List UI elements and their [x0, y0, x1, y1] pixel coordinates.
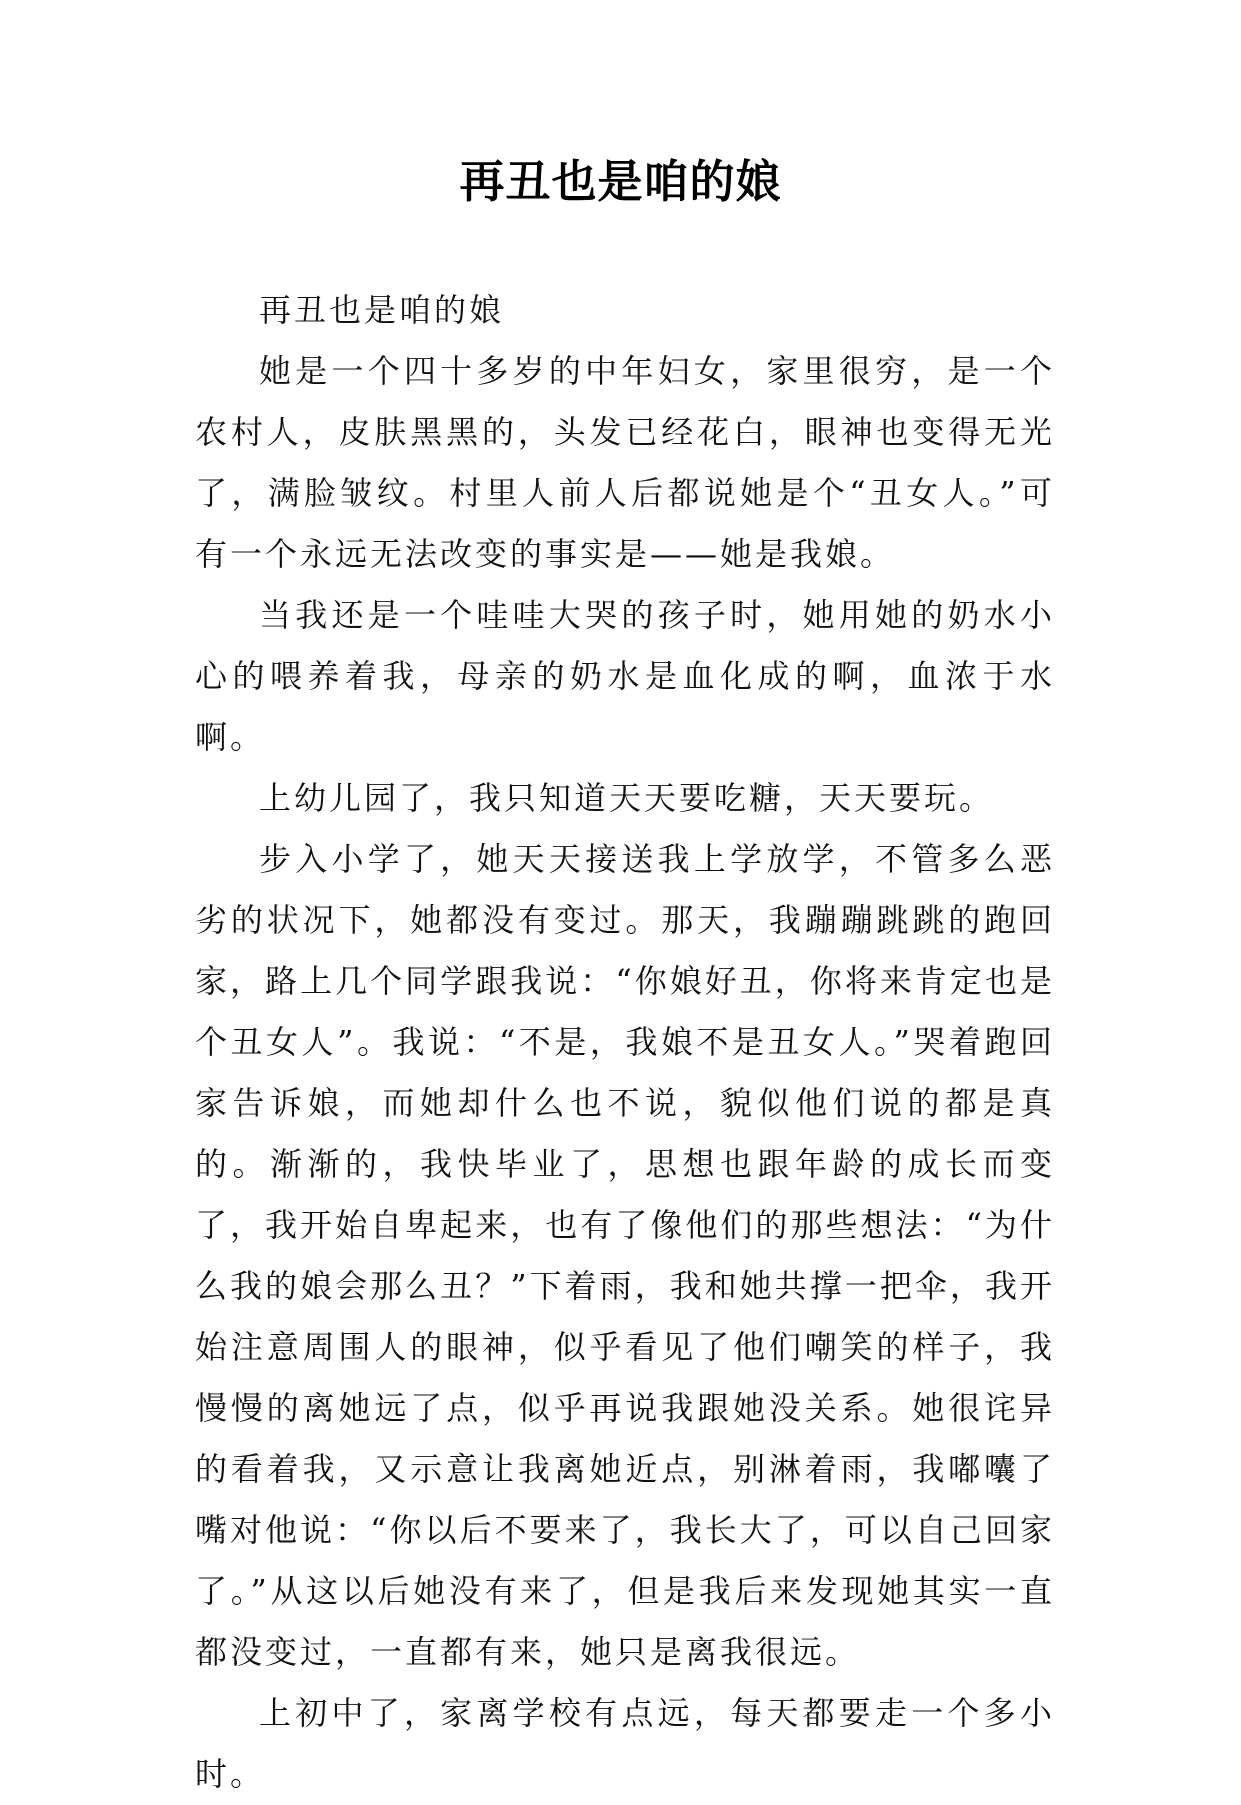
paragraph-heading: 再丑也是咱的娘 [259, 291, 505, 329]
paragraph: 上初中了，家离学校有点远，每天都要走一个多小时。 [195, 1694, 1055, 1793]
paragraph: 上幼儿园了，我只知道天天要吃糖，天天要玩。 [259, 779, 995, 817]
paragraph: 步入小学了，她天天接送我上学放学，不管多么恶劣的状况下，她都没有变过。那天，我蹦蹦跳跳的跑回家，路上几个同学跟我说：“你娘好丑，你将来肯定也是个丑女人”。我说：“不是，我娘不是丑女人。”哭着跑回家告诉娘，而她却什么也不说，貌似他们说的都是真的。渐渐的，我快毕业了，思想也跟年龄的成长而变了，我开始自卑起来，也有了像他们的那些想法：“为什么我的娘会那么丑？”下着雨，我和她共撑一把伞，我开始注意周围人的眼神，似乎看见了他们嘲笑的样子，我慢慢的离她远了点，似乎再说我跟她没关系。她很诧异的看着我，又示意让我离她近点，别淋着雨，我嘟囔了嘴对他说：“你以后不要来了，我长大了，可以自己回家了。”从这以后她没有来了，但是我后来发现她其实一直都没变过，一直都有来，她只是离我很远。 [195, 840, 1055, 1671]
document-title: 再丑也是咱的娘 [459, 155, 782, 208]
paragraph: 当我还是一个哇哇大哭的孩子时，她用她的奶水小心的喂养着我，母亲的奶水是血化成的啊，血浓于水啊。 [195, 596, 1055, 756]
paragraph: 她是一个四十多岁的中年妇女，家里很穷，是一个农村人，皮肤黑黑的，头发已经花白，眼神也变得无光了，满脸皱纹。村里人前人后都说她是个“丑女人。”可有一个永远无法改变的事实是——她是我娘。 [195, 352, 1055, 573]
document-body [195, 280, 1055, 1805]
